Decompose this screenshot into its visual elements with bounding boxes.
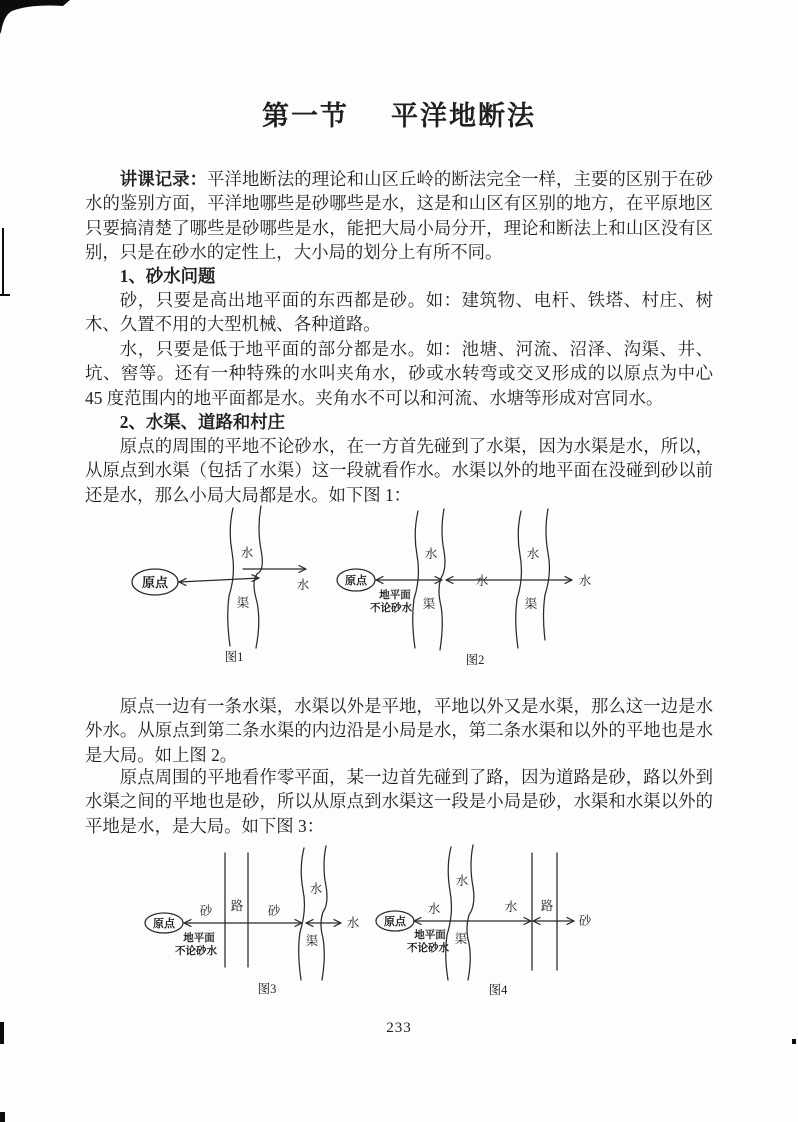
water-label-right: 水	[296, 578, 310, 592]
section-name: 平洋地断法	[391, 101, 536, 131]
figure-caption: 图2	[465, 653, 485, 667]
figure-caption: 图3	[257, 982, 277, 996]
origin-label: 原点	[141, 575, 169, 590]
arrow-origin-to-canal	[179, 578, 259, 582]
scan-artifact-top-left	[0, 0, 80, 40]
canal-line-left	[228, 508, 234, 646]
paragraph-canal: 原点的周围的平地不论砂水，在一方首先碰到了水渠，因为水渠是水，所以，从原点到水渠（包括了水渠）这一段就看作水。水渠以外的地平面在没碰到砂以前还是水，那么小局大局都是水。如下图 1：	[85, 436, 713, 505]
scan-artifact-left-bracket-line	[2, 228, 4, 296]
figure-4	[373, 843, 613, 1001]
page-number: 233	[386, 1020, 412, 1036]
paragraph-water: 水，只要是低于地平面的部分都是水。如：池塘、河流、沼泽、沟渠、井、坑、窖等。还有一种特殊的水叫夹角水，砂或水转弯或交叉形成的以原点为中心 45 度范围内的地平面都是水。夹角水不可以和河流、水塘等形成对宫同水。	[85, 339, 713, 408]
origin-label: 原点	[345, 575, 367, 587]
water-label-1: 水	[427, 902, 441, 916]
paragraph-sand: 砂，只要是高出地平面的东西都是砂。如：建筑物、电杆、铁塔、村庄、树木、久置不用的大型机械、各种道路。	[85, 290, 713, 335]
water-label-right: 水	[346, 916, 360, 930]
water-label-2: 水	[504, 900, 518, 914]
scan-artifact-left-bracket-foot	[0, 294, 10, 296]
ground-plane-label: 地平面	[183, 933, 215, 944]
canal-line-left	[299, 848, 305, 980]
canal-label: 渠	[236, 596, 250, 610]
water-label-top: 水	[455, 874, 469, 888]
ground-plane-label: 地平面	[379, 590, 411, 601]
regardless-sand-water-label: 不论砂水	[175, 946, 217, 957]
canal-label: 渠	[305, 934, 319, 948]
figure-3	[140, 843, 372, 1001]
figure-1	[110, 503, 340, 675]
scan-artifact-right-speck	[792, 1039, 796, 1044]
road-label: 路	[230, 899, 244, 913]
paragraph-road-sand: 原点周围的平地看作零平面，某一边首先碰到了路，因为道路是砂，路以外到水渠之间的平地也是砂，所以从原点到水渠这一段是小局是砂，水渠和水渠以外的平地是水，是大局。如下图 3：	[85, 767, 713, 836]
figure-caption: 图1	[224, 650, 244, 664]
water-label-top: 水	[240, 546, 254, 560]
section-number: 第一节	[262, 101, 349, 131]
page-title	[0, 94, 798, 133]
canal2-line-right	[544, 509, 550, 640]
water-label-right: 水	[578, 574, 592, 588]
water-label-canal2: 水	[526, 547, 540, 561]
ground-plane-label: 地平面	[414, 930, 446, 941]
canal1-label: 渠	[422, 597, 436, 611]
heading-sand-water: 1、砂水问题	[119, 266, 216, 286]
figure-2	[333, 503, 595, 675]
water-label-middle: 水	[475, 574, 489, 588]
canal-line-right	[467, 845, 474, 980]
sand-label-right: 砂	[578, 914, 592, 928]
water-label-top: 水	[309, 882, 323, 896]
canal-label: 渠	[454, 932, 468, 946]
scan-artifact-bottom-left-bar	[0, 1022, 4, 1044]
heading-canal-road-village: 2、水渠、道路和村庄	[119, 412, 286, 432]
sand-label-2: 砂	[267, 904, 281, 918]
figure-caption: 图4	[488, 983, 508, 997]
origin-label: 原点	[153, 918, 175, 930]
paragraph-lecture-notes	[85, 167, 713, 265]
origin-label: 原点	[384, 916, 406, 928]
canal-line-left	[446, 847, 452, 980]
paragraph-text: 平洋地断法的理论和山区丘岭的断法完全一样，主要的区别于在砂水的鉴别方面，平洋地哪些是砂哪些是水，这是和山区有区别的地方，在平原地区只要搞清楚了哪些是砂哪些是水，能把大局小局分开，理论和断法上和山区没有区别，只是在砂水的定性上，大小局的划分上有所不同。	[85, 169, 713, 263]
paragraph-lead: 讲课记录：	[119, 169, 208, 189]
sand-label-1: 砂	[199, 904, 213, 918]
scan-artifact-bottom-left-corner	[0, 1112, 5, 1122]
water-label-canal1: 水	[424, 547, 438, 561]
road-label: 路	[540, 899, 554, 913]
paragraph-water-beyond-water: 原点一边有一条水渠，水渠以外是平地，平地以外又是水渠，那么这一边是水外水。从原点到第二条水渠的内边沿是小局是水，第二条水渠和以外的平地也是水是大局。如上图 2。	[85, 696, 713, 765]
regardless-sand-water-label: 不论砂水	[407, 943, 449, 954]
canal-line-right	[321, 846, 327, 980]
canal2-label: 渠	[524, 597, 538, 611]
regardless-sand-water-label: 不论砂水	[370, 603, 412, 614]
